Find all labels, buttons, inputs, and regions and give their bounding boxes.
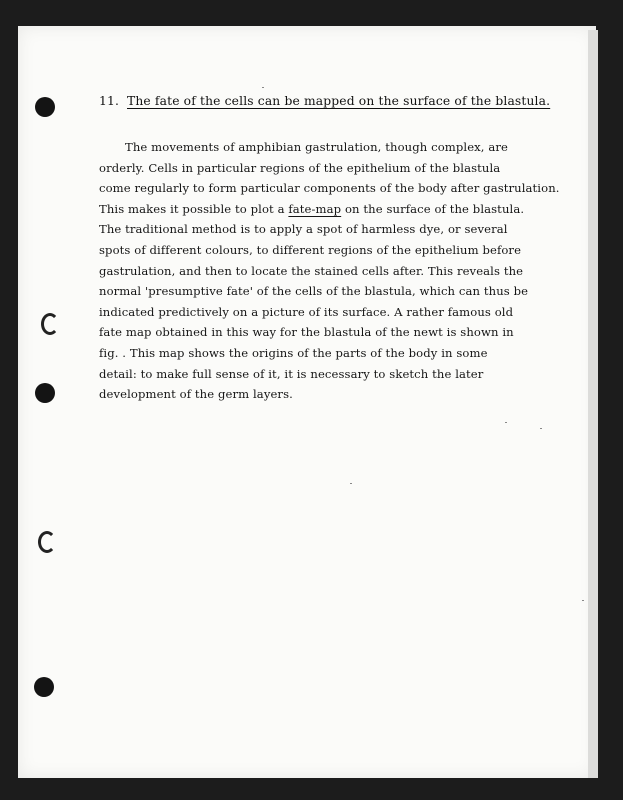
text-line: [99, 199, 569, 220]
text-line: normal 'presumptive fate' of the cells of the blastula, which can thus be: [99, 284, 529, 299]
punch-hole-partial: [38, 531, 56, 553]
text-line: development of the germ layers.: [99, 387, 293, 402]
underlined-term: fate-map: [288, 201, 342, 216]
punch-hole: [35, 97, 55, 117]
copy-speck: [350, 483, 352, 484]
text-line: fate map obtained in this way for the blastula of the newt is shown in: [99, 325, 514, 340]
body-paragraph: [99, 137, 569, 405]
text-line: fig. . This map shows the origins of the parts of the body in some: [99, 345, 488, 360]
copy-speck: [582, 600, 584, 601]
text-line-end: on the surface of the blastula.: [341, 201, 525, 216]
text-line: The movements of amphibian gastrulation, though complex, are: [125, 140, 508, 154]
text-line-start: This makes it possible to plot a: [99, 201, 289, 216]
text-line: The traditional method is to apply a spot of harmless dye, or several: [99, 222, 508, 237]
text-line: gastrulation, and then to locate the stained cells after. This reveals the: [99, 263, 524, 278]
copy-speck: [540, 428, 542, 429]
punch-hole: [34, 677, 54, 697]
section-number: 11.: [99, 94, 120, 108]
text-line: come regularly to form particular components of the body after gastrulation.: [99, 181, 560, 196]
copy-speck: [505, 422, 507, 423]
text-line: indicated predictively on a picture of its surface. A rather famous old: [99, 304, 514, 319]
text-line: detail: to make full sense of it, it is necessary to sketch the later: [99, 366, 484, 381]
section-title: The fate of the cells can be mapped on the surface of the blastula.: [127, 94, 551, 108]
punch-hole: [35, 383, 55, 403]
text-line: spots of different colours, to different regions of the epithelium before: [99, 242, 522, 257]
section-heading: [99, 94, 550, 108]
punch-hole-partial: [41, 313, 59, 335]
copy-speck: [262, 87, 264, 88]
text-line: orderly. Cells in particular regions of the epithelium of the blastula: [99, 160, 501, 175]
page-edge: [588, 30, 598, 778]
